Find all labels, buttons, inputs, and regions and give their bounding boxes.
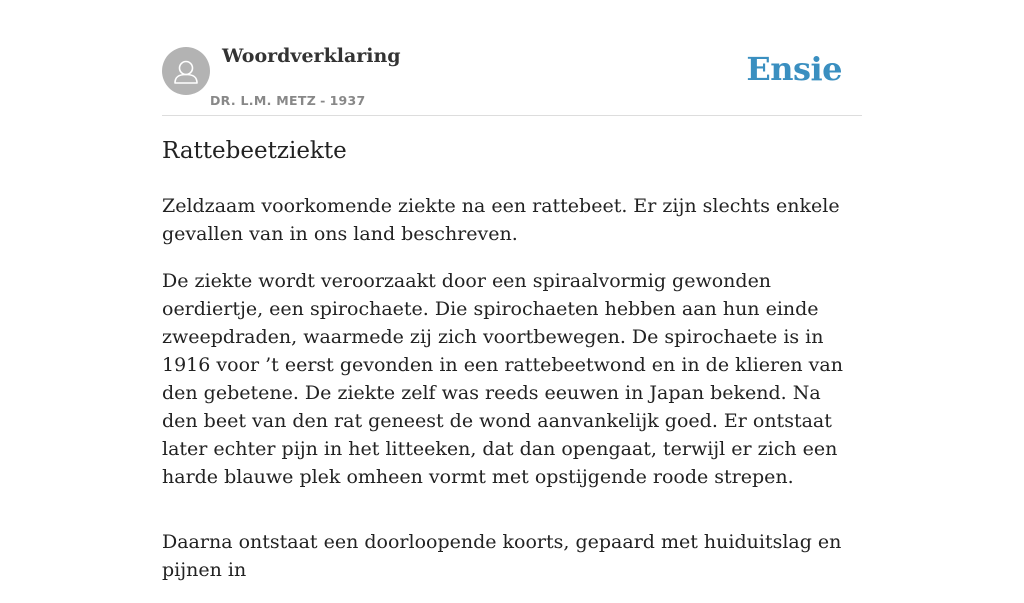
author-avatar[interactable]	[162, 47, 210, 95]
article-page	[162, 0, 862, 581]
entry-title: Rattebeetziekte	[162, 138, 347, 164]
meta-separator: -	[320, 93, 326, 108]
entry-paragraph: De ziekte wordt veroorzaakt door een spiraalvormig gewonden oerdiertje, een spirochaete. Die spirochaeten hebben aan hun einde zweepdraden, waarmede zij zich voortbewegen. De spirochaete is in 1916 voor ’t eerst gevonden in een rattebeetwond en in de klieren van den gebetene. De ziekte zelf was reeds eeuwen in Japan bekend. Na den beet van den rat geneest de wond aanvankelijk goed. Er ontstaat later echter pijn in het litteeken, dat dan opengaat, terwijl er zich een harde blauwe plek omheen vormt met opstijgende roode strepen.	[162, 270, 843, 488]
entry-header	[162, 0, 862, 116]
ensie-logo-link[interactable]: Ensie	[746, 50, 842, 88]
entry-body	[162, 192, 862, 603]
source-title[interactable]: Woordverklaring	[222, 45, 401, 67]
author-name[interactable]: DR. L.M. METZ	[210, 93, 317, 108]
author-meta	[210, 93, 366, 108]
publication-year: 1937	[329, 93, 366, 108]
entry-paragraph: Daarna ontstaat een doorloopende koorts, gepaard met huiduitslag en pijnen in	[162, 531, 842, 581]
entry-paragraph: Zeldzaam voorkomende ziekte na een rattebeet. Er zijn slechts enkele gevallen van in ons land beschreven.	[162, 195, 840, 245]
user-icon	[162, 47, 210, 95]
